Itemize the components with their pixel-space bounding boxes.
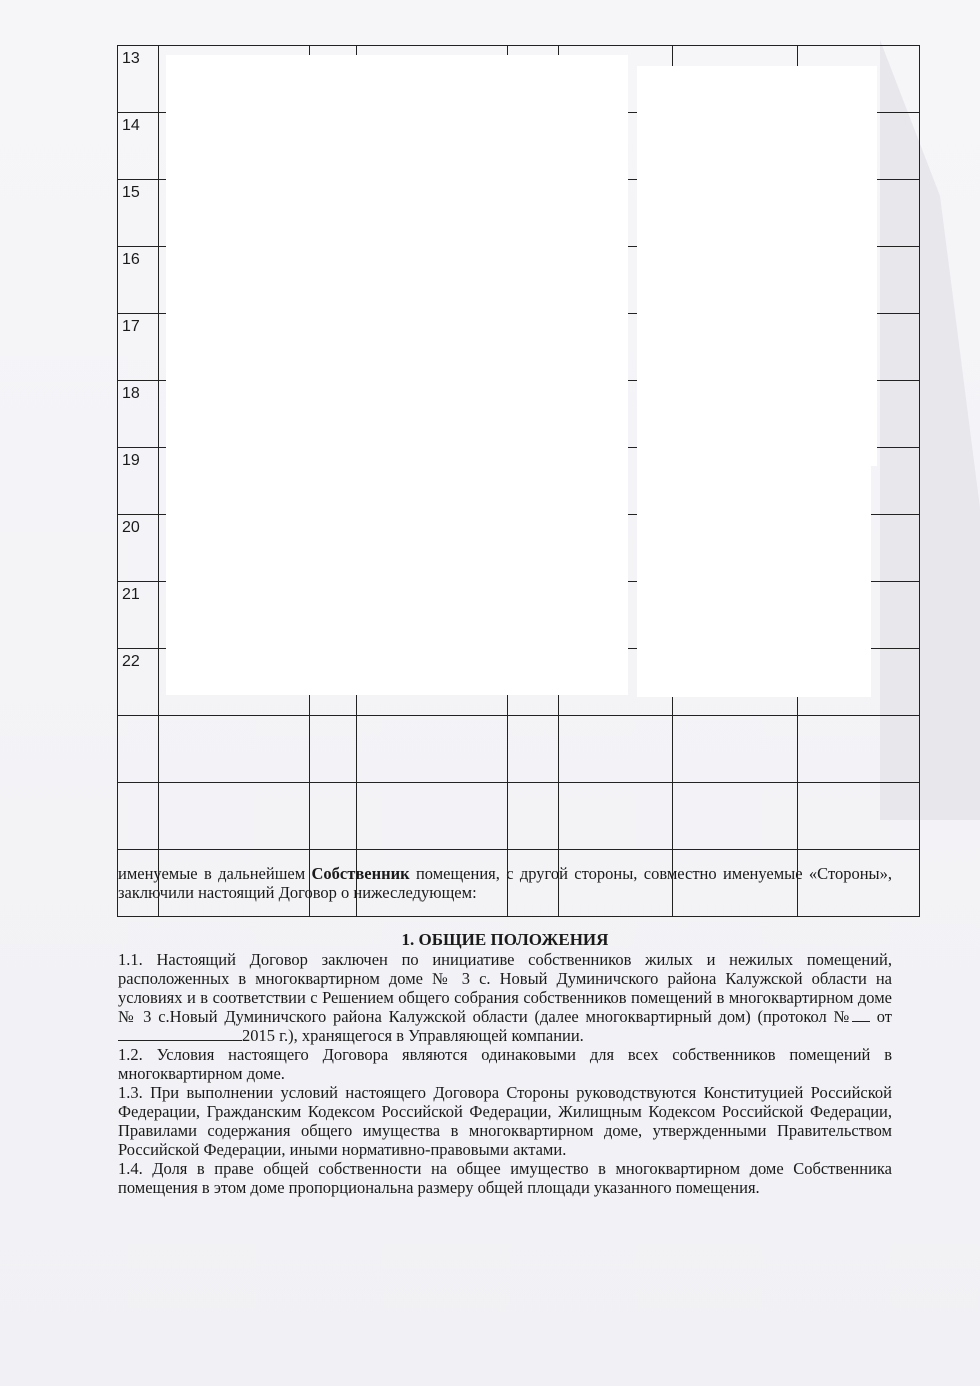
clause-1-2: 1.2. Условия настоящего Договора являются одинаковыми для всех собственников помещений в многоквартирном доме. bbox=[118, 1045, 892, 1083]
table-cell bbox=[798, 783, 920, 850]
intro-text: именуемые в дальнейшем bbox=[118, 864, 312, 883]
row-number: 14 bbox=[118, 113, 159, 180]
row-number: 20 bbox=[118, 515, 159, 582]
table-cell bbox=[310, 783, 357, 850]
redaction-block bbox=[166, 55, 628, 383]
row-number: 17 bbox=[118, 314, 159, 381]
intro-text: помещения, с другой стороны, совместно именуемые «Стороны», заключили настоящий Договор о нижеследующем: bbox=[118, 864, 892, 902]
row-number: 16 bbox=[118, 247, 159, 314]
row-number: 21 bbox=[118, 582, 159, 649]
table-cell bbox=[673, 716, 798, 783]
row-number: 18 bbox=[118, 381, 159, 448]
intro-paragraph bbox=[118, 864, 892, 902]
table-cell bbox=[798, 716, 920, 783]
protocol-number-blank bbox=[852, 1021, 870, 1022]
table-cell bbox=[559, 783, 673, 850]
redaction-block bbox=[166, 383, 628, 695]
table-row bbox=[118, 716, 920, 783]
section-body bbox=[118, 950, 892, 1197]
owner-term: Собственник bbox=[311, 864, 410, 883]
table-cell bbox=[159, 783, 310, 850]
section-heading: 1. ОБЩИЕ ПОЛОЖЕНИЯ bbox=[401, 930, 609, 949]
table-cell bbox=[357, 783, 508, 850]
protocol-date-blank bbox=[118, 1040, 242, 1041]
row-number bbox=[118, 783, 159, 850]
table-cell bbox=[508, 783, 559, 850]
table-cell bbox=[310, 716, 357, 783]
row-number: 15 bbox=[118, 180, 159, 247]
table-cell bbox=[508, 716, 559, 783]
row-number: 13 bbox=[118, 46, 159, 113]
row-number: 22 bbox=[118, 649, 159, 716]
redaction-block bbox=[637, 66, 877, 466]
table-cell bbox=[357, 716, 508, 783]
table-cell bbox=[673, 783, 798, 850]
table-cell bbox=[159, 716, 310, 783]
clause-1-1: 1.1. Настоящий Договор заключен по инициативе собственников жилых и нежилых помещений, расположенных в многоквартирном доме № 3 с. Новый Думиничского района Калужской области на условиях и в соответствии с Решением общего собрания собственников помещений в многоквартирном доме № 3 с.Новый Думиничского района Калужской области (далее многоквартирный дом) (протокол № от 2015 г.), хранящегося в Управляющей компании. bbox=[118, 950, 892, 1045]
table-cell bbox=[559, 716, 673, 783]
row-number bbox=[118, 716, 159, 783]
table-row bbox=[118, 783, 920, 850]
row-number: 19 bbox=[118, 448, 159, 515]
redaction-block bbox=[637, 465, 871, 697]
clause-1-3: 1.3. При выполнении условий настоящего Договора Стороны руководствуются Конституцией Российской Федерации, Гражданским Кодексом Российской Федерации, Жилищным Кодексом Российской Федерации, Правилами содержания общего имущества в многоквартирном доме, утвержденными Правительством Российской Федерации, иными нормативно-правовыми актами. bbox=[118, 1083, 892, 1159]
clause-1-4: 1.4. Доля в праве общей собственности на общее имущество в многоквартирном доме Собственника помещения в этом доме пропорциональна размеру общей площади указанного помещения. bbox=[118, 1159, 892, 1197]
